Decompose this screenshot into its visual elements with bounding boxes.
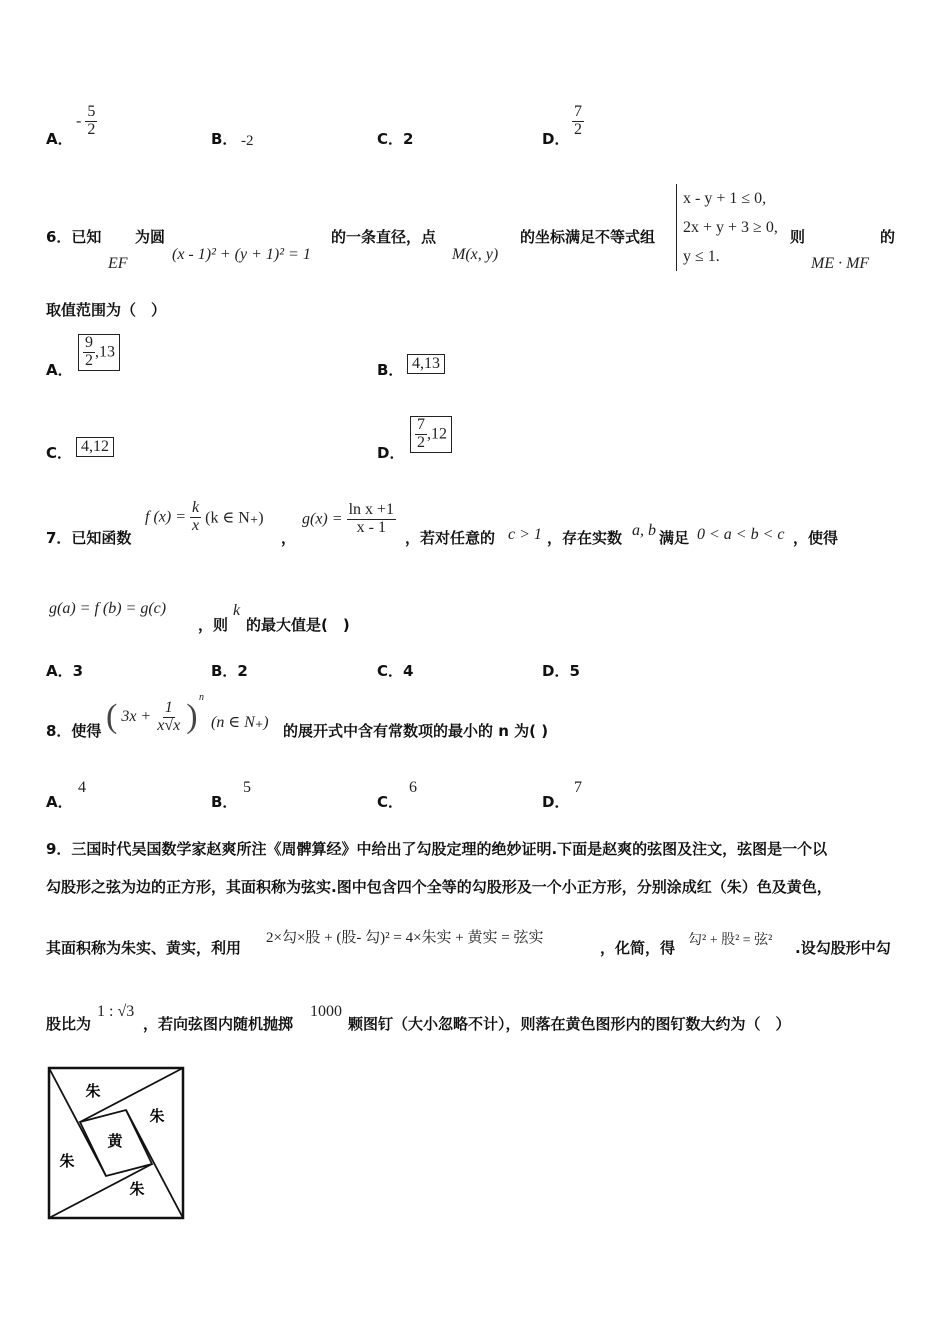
q9-count: 1000 [310,1003,342,1020]
q8-binomial [106,698,198,736]
q8-option-d[interactable]: D． [542,793,570,811]
q6-option-a[interactable]: A． [46,361,73,379]
q6-option-a-value [78,334,120,371]
bracket [410,416,452,453]
q8-option-a[interactable]: A． [46,793,73,811]
q7-option-c[interactable]: C．4 [377,662,414,680]
xiantu-diagram [47,1066,185,1220]
q7-option-b[interactable]: B．2 [211,662,248,680]
fraction [572,104,584,139]
q6-text-6: 的 [880,228,896,246]
diagram-label: 朱 [129,1180,145,1198]
q7-f-definition [145,500,264,535]
bracket: 4,12 [76,437,114,457]
q6-option-d[interactable]: D． [377,444,405,462]
minus-sign: - [76,112,82,130]
diagram-label: 朱 [85,1082,101,1100]
q9-line-4c: 颗图钉（大小忽略不计），则落在黄色图形内的图钉数大约为（ ） [348,1015,791,1033]
numerator: 7 [574,103,582,120]
q5-option-c[interactable]: C．2 [377,130,414,148]
q8-text-1: 8．使得 [46,722,102,740]
q8-option-b[interactable]: B． [211,793,238,811]
q7-text-5: ，使得 [793,529,839,547]
term: 3x + [121,708,152,725]
q6-text-5: 则 [790,228,806,246]
q6-inequality-system [676,184,778,271]
numerator: ln x +1 [348,501,395,518]
inequality-line: 2x + y + 3 ≥ 0, [683,219,778,236]
q5-option-a[interactable] [46,128,73,149]
interval-rest: ,13 [95,343,115,361]
q7-option-d[interactable]: D．5 [542,662,580,680]
numerator: 1 [164,698,173,716]
q6-text-1: 6．已知 [46,228,102,246]
q5-option-d[interactable] [542,128,569,149]
inequality-line: x - y + 1 ≤ 0, [683,190,767,207]
q9-formula-2: 勾² + 股² = 弦² [688,933,773,948]
fraction [85,104,97,139]
f-condition: (k ∈ N₊) [205,509,264,527]
denominator: x [192,516,200,534]
numerator: 9 [85,334,93,351]
denominator: 2 [85,351,93,369]
denominator: x - 1 [356,518,386,536]
q6-dot-product: ME · MF [811,255,870,272]
denominator: 2 [574,120,582,138]
q8-option-b-value: 5 [243,779,251,796]
paren-left: ( [106,698,118,735]
inequality-line: y ≤ 1. [683,248,720,265]
fraction [190,500,201,535]
q5-option-b[interactable] [211,128,237,149]
bracket: 4,13 [407,354,445,374]
q6-chord-ef: EF [108,255,128,272]
q7-comma: ， [281,529,297,547]
denominator: x√x [157,716,181,734]
fraction [415,417,427,452]
q9-line-3b: ，化简，得 [600,939,676,957]
q8-condition: (n ∈ N₊) [211,714,269,731]
q8-text-2: 的展开式中含有常数项的最小的 n 为( ) [283,722,549,740]
bracket [78,334,120,371]
q6-text-line2: 取值范围为（ ） [46,301,167,319]
fraction [347,502,396,537]
q7-g-definition [302,502,396,537]
q5-option-a-value [76,104,97,139]
q7-equation: g(a) = f (b) = g(c) [49,600,167,617]
q9-line-1: 9．三国时代吴国数学家赵爽所注《周髀算经》中给出了勾股定理的绝妙证明.下面是赵爽的弦图及注文，弦图是一个以 [46,840,828,858]
fraction [83,335,95,370]
q6-text-3: 的一条直径，点 [331,228,437,246]
fraction [155,700,182,735]
q7-option-a[interactable]: A．3 [46,662,84,680]
g-lhs: g(x) = [302,510,343,528]
q5-option-d-value [572,104,584,139]
q8-option-d-value: 7 [574,779,582,796]
interval-rest: ,12 [427,425,447,443]
q7-ab: a, b [632,522,656,539]
q7-text-1: 7．已知函数 [46,529,132,547]
q8-option-a-value: 4 [78,779,86,796]
numerator: 5 [87,103,96,120]
q6-option-d-value [410,416,452,453]
q6-option-b-value [407,354,445,374]
q7-text-4: 满足 [659,529,690,547]
f-lhs: f (x) = [145,508,186,526]
q9-formula-1: 2×勾×股 + (股- 勾)² = 4×朱实 + 黄实 = 弦实 [266,930,544,946]
q9-ratio: 1 : √3 [97,1003,135,1020]
option-label: B． [211,130,238,148]
q8-option-c-value: 6 [409,779,417,796]
q6-point-m: M(x, y) [452,246,499,263]
q6-option-c-value [76,437,114,457]
q7-order: 0 < a < b < c [697,526,785,543]
q7-text-6: ，则 [198,616,229,634]
q8-option-c[interactable]: C． [377,793,404,811]
q9-line-2: 勾股形之弦为边的正方形，其面积称为弦实.图中包含四个全等的勾股形及一个小正方形，分别涂成红（朱）色及黄色， [46,878,832,896]
q5-option-b-value: -2 [241,133,254,149]
denominator: 2 [87,120,96,138]
q6-text-4: 的坐标满足不等式组 [520,228,656,246]
diagram-label: 朱 [59,1152,75,1170]
q6-option-c[interactable]: C． [46,444,73,462]
q7-text-3: ，存在实数 [547,529,623,547]
q9-line-3a: 其面积称为朱实、黄实，利用 [46,939,242,957]
q8-exponent: n [199,692,204,703]
numerator: k [192,499,200,516]
q9-line-4a: 股比为 [46,1015,92,1033]
diagram-label: 朱 [149,1107,165,1125]
q9-line-4b: ，若向弦图内随机抛掷 [143,1015,294,1033]
q7-c-condition: c > 1 [508,526,542,543]
q6-circle-equation: (x - 1)² + (y + 1)² = 1 [172,246,311,263]
q7-text-7: 的最大值是( ) [246,616,350,634]
q7-k: k [233,602,241,619]
q9-line-3c: .设勾股形中勾 [795,939,891,957]
option-label: A． [46,130,73,148]
diagram-label: 黄 [107,1132,123,1150]
q6-text-2: 为圆 [135,228,166,246]
q7-text-2: ，若对任意的 [405,529,496,547]
numerator: 7 [417,416,425,433]
paren-right: ) [186,698,198,735]
option-label: D． [542,130,570,148]
denominator: 2 [417,433,425,451]
q6-option-b[interactable]: B． [377,361,404,379]
